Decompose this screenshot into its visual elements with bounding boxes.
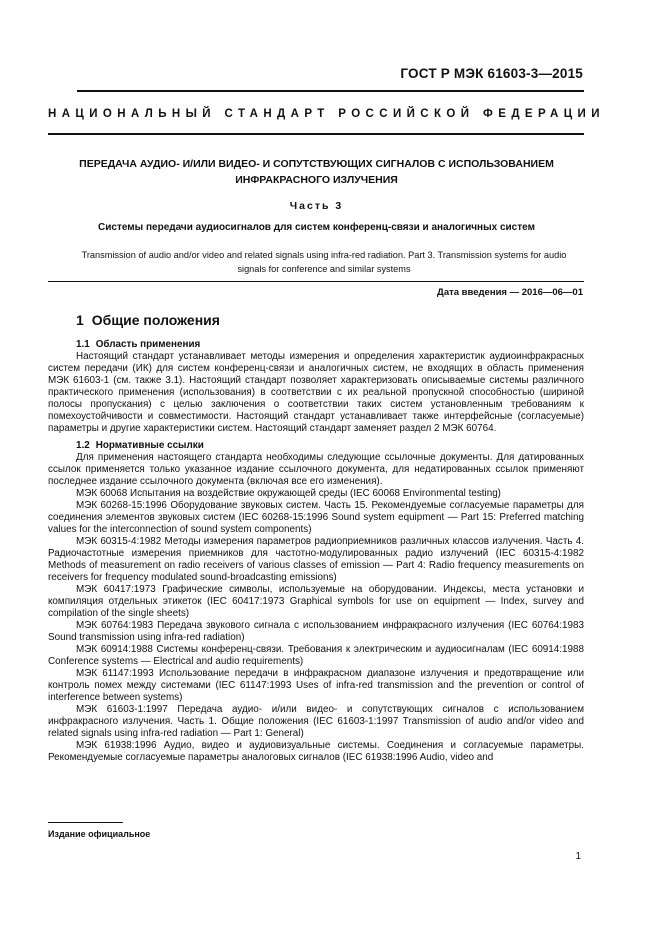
subsection-title: Область применения [95, 339, 201, 350]
part-label: Часть 3 [289, 200, 344, 212]
english-title-line-2: signals for conference and similar systems [237, 263, 411, 274]
standard-banner: НАЦИОНАЛЬНЫЙ СТАНДАРТ РОССИЙСКОЙ ФЕДЕРАЦИИ [48, 108, 605, 120]
document-body [48, 311, 584, 764]
title-line-2: ИНФРАКРАСНОГО ИЗЛУЧЕНИЯ [235, 174, 398, 186]
title-line-1: ПЕРЕДАЧА АУДИО- И/ИЛИ ВИДЕО- И СОПУТСТВУЮЩИХ СИГНАЛОВ С ИСПОЛЬЗОВАНИЕМ [79, 158, 554, 170]
date-rule [48, 281, 584, 282]
document-title [48, 156, 585, 188]
subsection-heading-scope [76, 339, 584, 351]
references-intro-paragraph: Для применения настоящего стандарта необходимы следующие ссылочные документы. Для датированных ссылок применяется только указанное издание ссылочного документа, для недатированных ссылок применяют последнее издание ссылочного документа (включая все его изменения). [48, 452, 584, 487]
reference-item: МЭК 60417:1973 Графические символы, используемые на оборудовании. Индексы, места установки и компиляция отдельных этикеток (IEC 60417:1973 Graphical symbols for use on equipment — Index, survey and compilation of the single sheets) [48, 584, 584, 619]
subsection-title: Нормативные ссылки [95, 440, 204, 451]
reference-item: МЭК 60315-4:1982 Методы измерения параметров радиоприемников различных классов излучения. Часть 4. Радиочастотные измерения приемников для частотно-модулированных радио излучений (IEC 60315-4:1982 Methods of measurement on radio receivers of various classes of emission — Part 4: Radio frequency measurements on receivers for frequency modulated sound-broadcasting emissions) [48, 536, 584, 583]
reference-item: МЭК 60068 Испытания на воздействие окружающей среды (IEC 60068 Environmental testing) [76, 488, 501, 499]
subsection-number: 1.2 [76, 440, 90, 451]
reference-item: МЭК 61938:1996 Аудио, видео и аудиовизуальные системы. Соединения и согласуемые параметры. Рекомендуемые согласуемые параметры аналоговых сигналов (IEC 61938:1996 Audio, video and [48, 740, 584, 763]
section-title: Общие положения [91, 312, 220, 328]
section-number: 1 [76, 312, 84, 328]
english-title [64, 249, 584, 276]
section-heading [76, 311, 584, 329]
footer-rule [48, 822, 123, 823]
subsection-number: 1.1 [76, 339, 90, 350]
banner-rule [48, 133, 584, 135]
reference-item: МЭК 60764:1983 Передача звукового сигнала с использованием инфракрасного излучения (IEC 60764:1983 Sound transmission using infra-red radiation) [48, 620, 584, 643]
reference-item: МЭК 60914:1988 Системы конференц-связи. Требования к электрическим и аудиосигналам (IEC 60914:1988 Conference systems — Electrical and audio requirements) [48, 644, 584, 667]
english-title-line-1: Transmission of audio and/or video and related signals using infra-red radiation. Part 3. Transmission systems for audio [81, 250, 567, 260]
page-number: 1 [575, 851, 581, 862]
reference-item: МЭК 61603-1:1997 Передача аудио- и/или видео- и сопутствующих сигналов с использованием инфракрасного излучения. Часть 1. Общие положения (IEC 61603-1:1997 Transmission of audio and/or video and related signals using infra-red radiation — Part 1: General) [48, 704, 584, 739]
reference-item: МЭК 61147:1993 Использование передачи в инфракрасном диапазоне излучения и предотвращение или контроль помех между системами (IEC 61147:1993 Uses of infra-red transmission and the prevention or control of interference between systems) [48, 668, 584, 703]
part-subtitle: Системы передачи аудиосигналов для систем конференц-связи и аналогичных систем [98, 222, 535, 233]
header-rule [77, 90, 584, 92]
introduction-date: Дата введения — 2016—06—01 [437, 287, 583, 298]
scope-paragraph: Настоящий стандарт устанавливает методы измерения и определения характеристик аудиоинфракрасных систем передачи (ИК) для систем конференц-связи и аналогичных систем, не входящих в область применения МЭК 61603-1 (см. также 3.1). Настоящий стандарт позволяет характеризовать описываемые системы различного практического применения (использования) в соответствии с их реальной пропускной способностью (шириной полосы пропускания) с целью заключения о соответствии таких систем установленным требованиям к помехоустойчивости и совместимости. Настоящий стандарт устанавливает также интерфейсные (согласуемые) параметры и другие характеристики систем. Настоящий стандарт заменяет раздел 2 МЭК 60764. [48, 351, 584, 434]
edition-label: Издание официальное [48, 829, 151, 839]
document-number: ГОСТ Р МЭК 61603-3—2015 [400, 66, 583, 81]
subsection-heading-references [76, 440, 584, 452]
reference-item: МЭК 60268-15:1996 Оборудование звуковых систем. Часть 15. Рекомендуемые согласуемые параметры для соединения элементов звуковых систем (IEC 60268-15:1996 Sound system equipment — Part 15: Preferred matching values for the interconnection of sound system components) [48, 500, 584, 535]
